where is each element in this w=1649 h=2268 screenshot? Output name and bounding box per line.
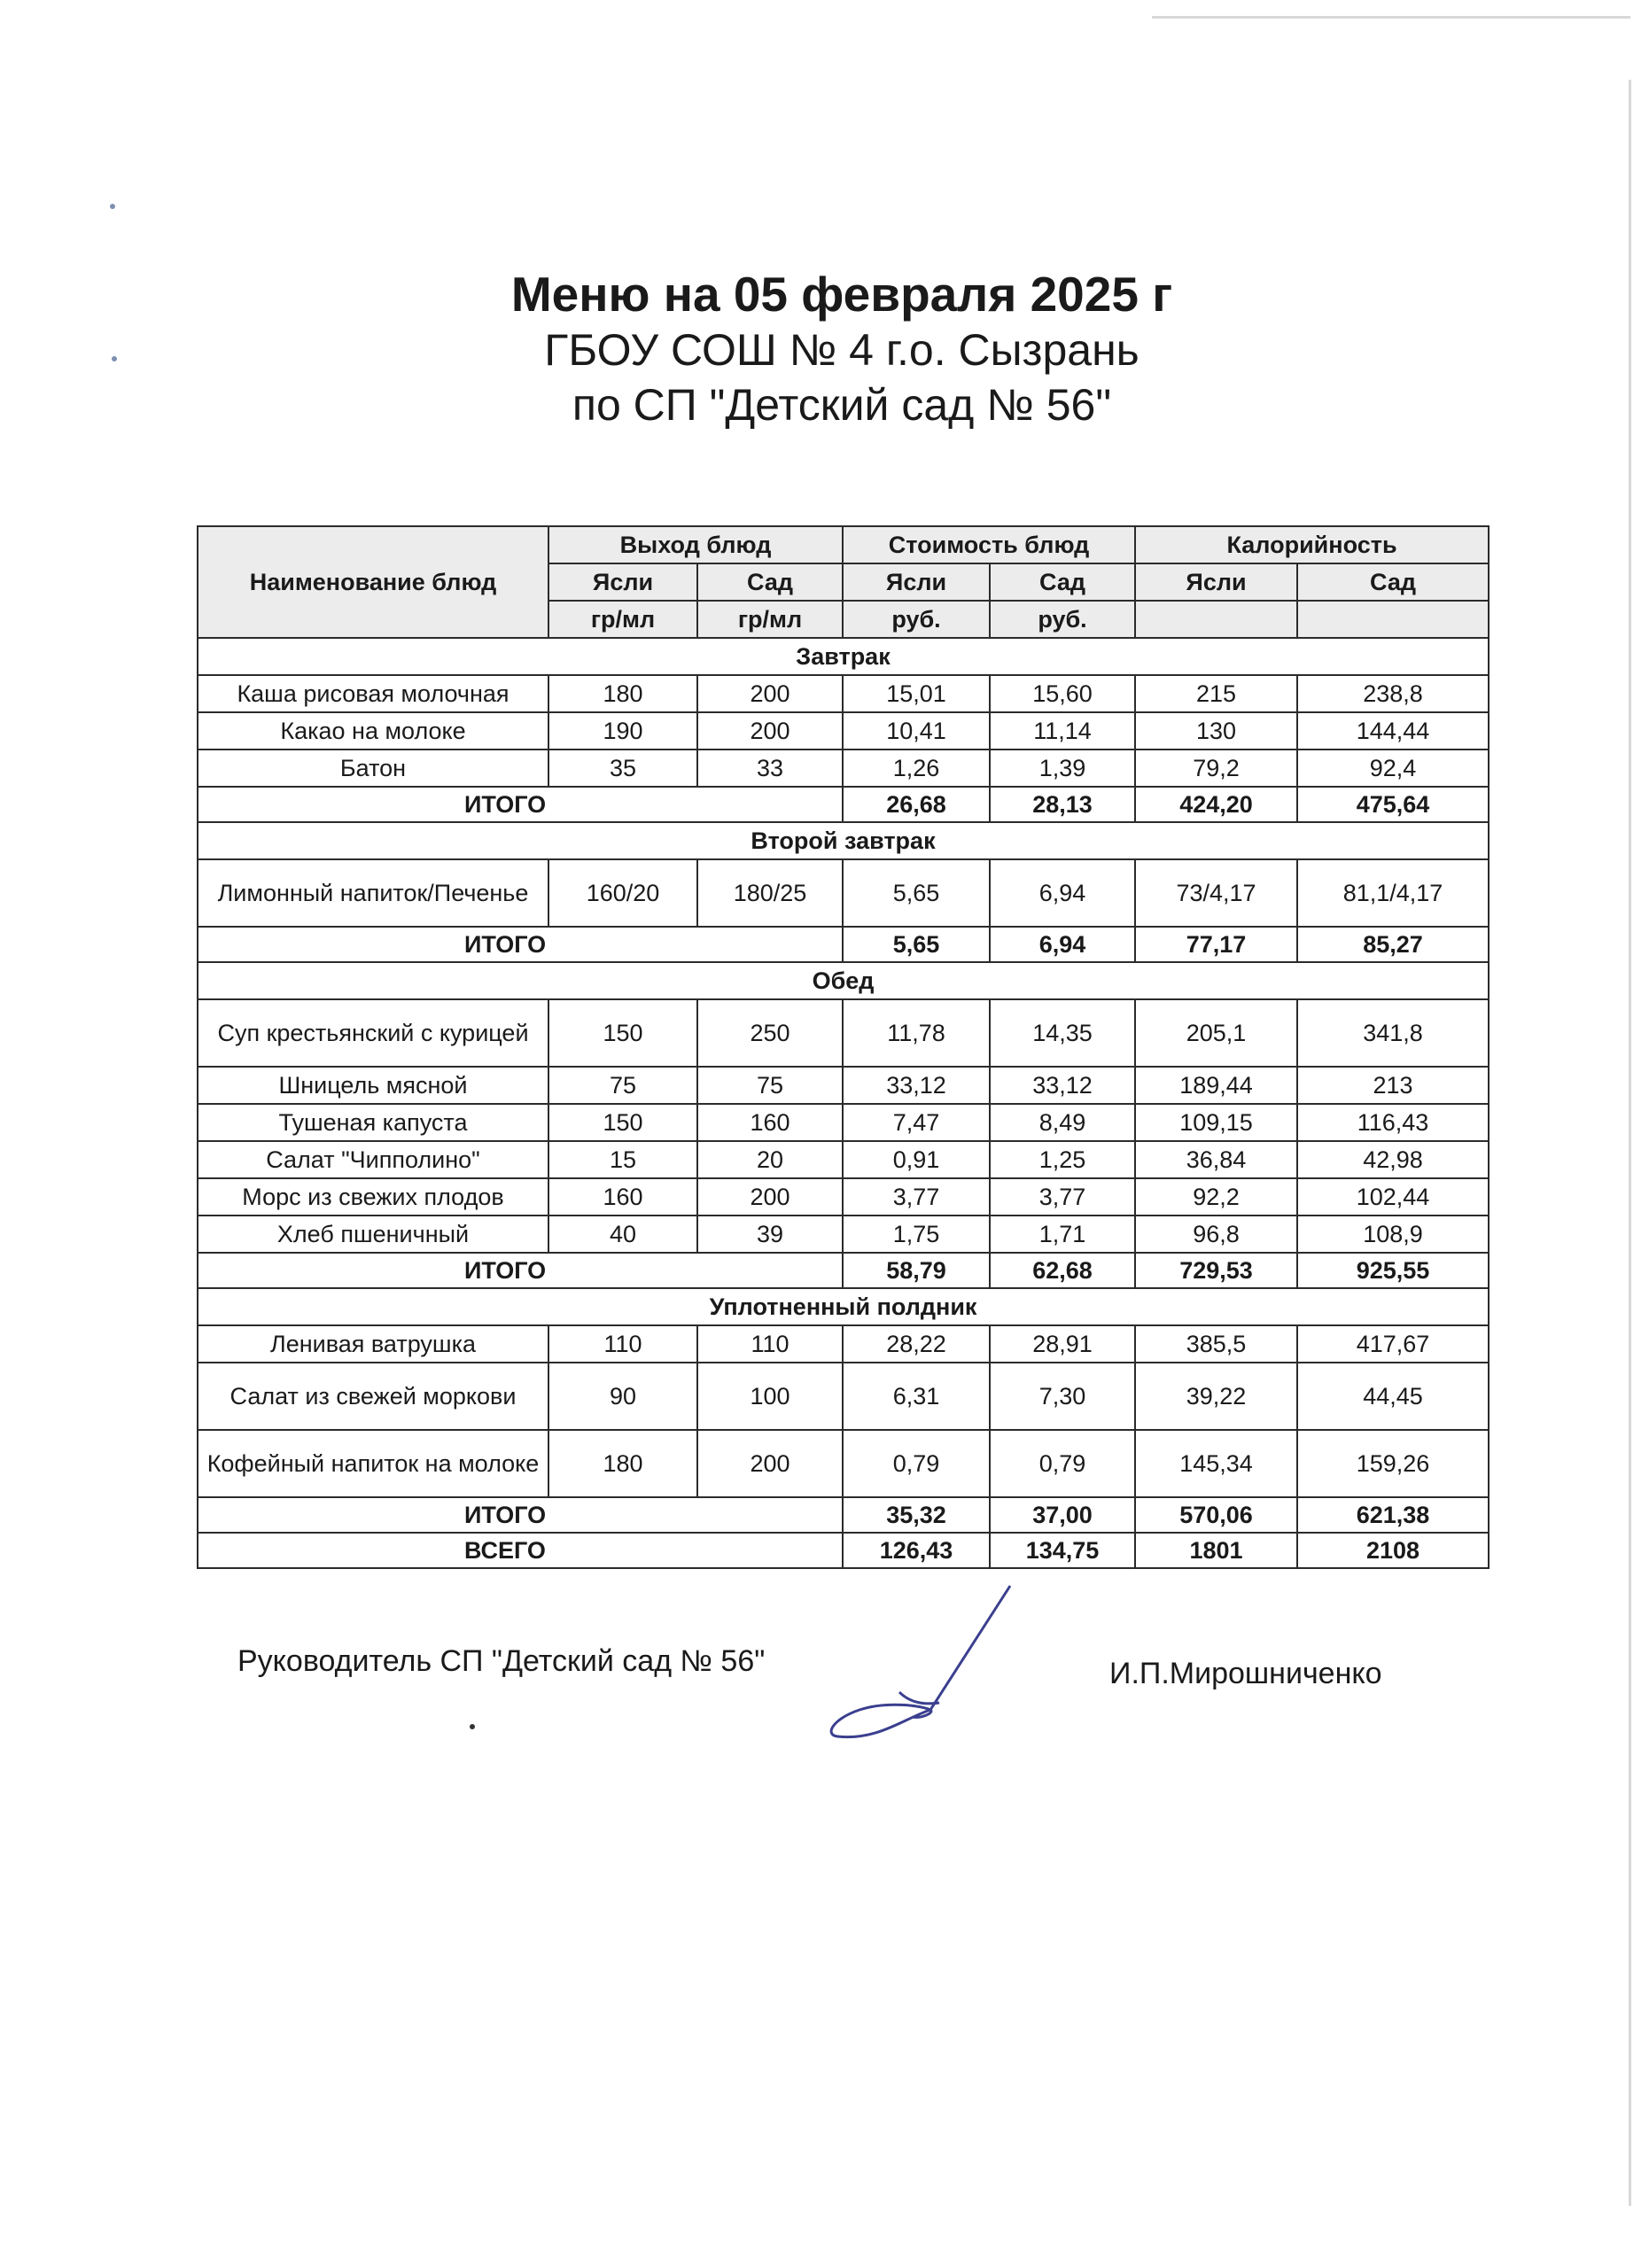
unit-cost-sad: руб. — [990, 601, 1135, 638]
calories-sad: 92,4 — [1297, 750, 1489, 787]
section-total-row — [198, 1253, 1489, 1288]
calories-yasli: 109,15 — [1135, 1104, 1297, 1141]
yield-sad: 20 — [697, 1141, 843, 1178]
yield-yasli: 190 — [548, 712, 697, 750]
dish-name: Салат из свежей моркови — [198, 1363, 548, 1430]
sub-header-cost-yasli: Ясли — [843, 563, 990, 601]
yield-yasli: 160/20 — [548, 859, 697, 927]
dish-row — [198, 750, 1489, 787]
section-title: Завтрак — [198, 638, 1489, 675]
calories-yasli: 92,2 — [1135, 1178, 1297, 1216]
calories-yasli: 215 — [1135, 675, 1297, 712]
yield-sad: 33 — [697, 750, 843, 787]
scan-speck — [112, 356, 117, 361]
dish-name: Шницель мясной — [198, 1067, 548, 1104]
dish-row — [198, 675, 1489, 712]
calories-sad: 417,67 — [1297, 1325, 1489, 1363]
grand-total-cost-yasli: 126,43 — [843, 1533, 990, 1568]
sub-header-yield-sad: Сад — [697, 563, 843, 601]
cost-yasli: 0,91 — [843, 1141, 990, 1178]
yield-yasli: 110 — [548, 1325, 697, 1363]
cost-sad: 7,30 — [990, 1363, 1135, 1430]
cost-sad: 1,25 — [990, 1141, 1135, 1178]
yield-yasli: 180 — [548, 1430, 697, 1497]
calories-yasli: 73/4,17 — [1135, 859, 1297, 927]
cost-yasli: 5,65 — [843, 859, 990, 927]
dish-row — [198, 859, 1489, 927]
dish-row — [198, 1216, 1489, 1253]
dish-row — [198, 1430, 1489, 1497]
cost-yasli: 0,79 — [843, 1430, 990, 1497]
cost-sad: 28,91 — [990, 1325, 1135, 1363]
section-title: Уплотненный полдник — [198, 1288, 1489, 1325]
total-calories-sad: 925,55 — [1297, 1253, 1489, 1288]
dish-name: Тушеная капуста — [198, 1104, 548, 1141]
dish-row — [198, 1178, 1489, 1216]
total-calories-yasli: 570,06 — [1135, 1497, 1297, 1533]
cost-yasli: 7,47 — [843, 1104, 990, 1141]
total-calories-yasli: 729,53 — [1135, 1253, 1297, 1288]
dish-name: Морс из свежих плодов — [198, 1178, 548, 1216]
grand-total-label: ВСЕГО — [198, 1533, 843, 1568]
total-label: ИТОГО — [198, 1497, 843, 1533]
section-total-row — [198, 927, 1489, 962]
yield-yasli: 90 — [548, 1363, 697, 1430]
yield-yasli: 160 — [548, 1178, 697, 1216]
dish-name: Хлеб пшеничный — [198, 1216, 548, 1253]
sub-header-cost-sad: Сад — [990, 563, 1135, 601]
calories-yasli: 385,5 — [1135, 1325, 1297, 1363]
dish-row — [198, 1067, 1489, 1104]
cost-yasli: 15,01 — [843, 675, 990, 712]
calories-yasli: 189,44 — [1135, 1067, 1297, 1104]
cost-sad: 33,12 — [990, 1067, 1135, 1104]
cost-sad: 8,49 — [990, 1104, 1135, 1141]
yield-sad: 200 — [697, 1178, 843, 1216]
total-label: ИТОГО — [198, 1253, 843, 1288]
total-cost-yasli: 35,32 — [843, 1497, 990, 1533]
section-header-row — [198, 822, 1489, 859]
calories-yasli: 96,8 — [1135, 1216, 1297, 1253]
yield-yasli: 150 — [548, 1104, 697, 1141]
unit-cal-sad — [1297, 601, 1489, 638]
calories-sad: 42,98 — [1297, 1141, 1489, 1178]
cost-sad: 3,77 — [990, 1178, 1135, 1216]
unit-yield-sad: гр/мл — [697, 601, 843, 638]
col-group-cost: Стоимость блюд — [843, 526, 1135, 563]
section-total-row — [198, 787, 1489, 822]
yield-sad: 110 — [697, 1325, 843, 1363]
col-group-calories: Калорийность — [1135, 526, 1489, 563]
dish-name: Какао на молоке — [198, 712, 548, 750]
yield-sad: 160 — [697, 1104, 843, 1141]
yield-sad: 39 — [697, 1216, 843, 1253]
section-header-row — [198, 962, 1489, 999]
section-header-row — [198, 1288, 1489, 1325]
total-cost-yasli: 58,79 — [843, 1253, 990, 1288]
calories-yasli: 130 — [1135, 712, 1297, 750]
yield-sad: 100 — [697, 1363, 843, 1430]
document-header — [266, 266, 1418, 432]
yield-sad: 75 — [697, 1067, 843, 1104]
section-header-row — [198, 638, 1489, 675]
calories-yasli: 205,1 — [1135, 999, 1297, 1067]
calories-sad: 213 — [1297, 1067, 1489, 1104]
total-cost-yasli: 26,68 — [843, 787, 990, 822]
dish-name: Каша рисовая молочная — [198, 675, 548, 712]
grand-total-cost-sad: 134,75 — [990, 1533, 1135, 1568]
total-cost-sad: 62,68 — [990, 1253, 1135, 1288]
scan-speck — [470, 1724, 475, 1729]
calories-sad: 238,8 — [1297, 675, 1489, 712]
dish-name: Суп крестьянский с курицей — [198, 999, 548, 1067]
unit-cal-yasli — [1135, 601, 1297, 638]
cost-yasli: 11,78 — [843, 999, 990, 1067]
total-calories-yasli: 77,17 — [1135, 927, 1297, 962]
header-row-groups — [198, 526, 1489, 563]
cost-sad: 1,71 — [990, 1216, 1135, 1253]
cost-yasli: 10,41 — [843, 712, 990, 750]
yield-sad: 200 — [697, 675, 843, 712]
yield-yasli: 180 — [548, 675, 697, 712]
yield-sad: 200 — [697, 712, 843, 750]
signer-role: Руководитель СП "Детский сад № 56" — [237, 1644, 766, 1678]
calories-sad: 341,8 — [1297, 999, 1489, 1067]
dish-name: Салат "Чипполино" — [198, 1141, 548, 1178]
total-cost-yasli: 5,65 — [843, 927, 990, 962]
calories-yasli: 79,2 — [1135, 750, 1297, 787]
dish-row — [198, 1104, 1489, 1141]
calories-sad: 102,44 — [1297, 1178, 1489, 1216]
total-label: ИТОГО — [198, 927, 843, 962]
scan-edge-top — [1152, 16, 1630, 19]
total-label: ИТОГО — [198, 787, 843, 822]
grand-total-calories-sad: 2108 — [1297, 1533, 1489, 1568]
cost-sad: 0,79 — [990, 1430, 1135, 1497]
calories-yasli: 36,84 — [1135, 1141, 1297, 1178]
calories-sad: 144,44 — [1297, 712, 1489, 750]
dish-name: Кофейный напиток на молоке — [198, 1430, 548, 1497]
menu-table — [197, 525, 1490, 1569]
cost-sad: 14,35 — [990, 999, 1135, 1067]
section-title: Второй завтрак — [198, 822, 1489, 859]
signature-icon — [824, 1577, 1028, 1745]
calories-sad: 81,1/4,17 — [1297, 859, 1489, 927]
dish-row — [198, 1325, 1489, 1363]
calories-yasli: 39,22 — [1135, 1363, 1297, 1430]
cost-yasli: 3,77 — [843, 1178, 990, 1216]
calories-yasli: 145,34 — [1135, 1430, 1297, 1497]
yield-sad: 200 — [697, 1430, 843, 1497]
yield-yasli: 150 — [548, 999, 697, 1067]
dish-name: Лимонный напиток/Печенье — [198, 859, 548, 927]
total-cost-sad: 6,94 — [990, 927, 1135, 962]
col-header-name: Наименование блюд — [198, 526, 548, 638]
yield-sad: 180/25 — [697, 859, 843, 927]
dish-row — [198, 712, 1489, 750]
total-cost-sad: 28,13 — [990, 787, 1135, 822]
calories-sad: 116,43 — [1297, 1104, 1489, 1141]
cost-sad: 15,60 — [990, 675, 1135, 712]
cost-yasli: 6,31 — [843, 1363, 990, 1430]
unit-yield-yasli: гр/мл — [548, 601, 697, 638]
signer-name: И.П.Мирошниченко — [1109, 1657, 1382, 1690]
dish-row — [198, 999, 1489, 1067]
scan-edge-right — [1629, 80, 1631, 2206]
sub-header-cal-sad: Сад — [1297, 563, 1489, 601]
dish-row — [198, 1363, 1489, 1430]
cost-sad: 6,94 — [990, 859, 1135, 927]
calories-sad: 159,26 — [1297, 1430, 1489, 1497]
unit-cost-yasli: руб. — [843, 601, 990, 638]
grand-total-row — [198, 1533, 1489, 1568]
kindergarten-name: по СП "Детский сад № 56" — [572, 380, 1112, 430]
calories-sad: 108,9 — [1297, 1216, 1489, 1253]
calories-sad: 44,45 — [1297, 1363, 1489, 1430]
cost-yasli: 28,22 — [843, 1325, 990, 1363]
yield-yasli: 15 — [548, 1141, 697, 1178]
dish-name: Батон — [198, 750, 548, 787]
yield-yasli: 35 — [548, 750, 697, 787]
dish-name: Ленивая ватрушка — [198, 1325, 548, 1363]
col-group-yield: Выход блюд — [548, 526, 843, 563]
yield-sad: 250 — [697, 999, 843, 1067]
yield-yasli: 75 — [548, 1067, 697, 1104]
cost-yasli: 1,26 — [843, 750, 990, 787]
total-calories-sad: 475,64 — [1297, 787, 1489, 822]
total-calories-sad: 85,27 — [1297, 927, 1489, 962]
sub-header-yield-yasli: Ясли — [548, 563, 697, 601]
total-cost-sad: 37,00 — [990, 1497, 1135, 1533]
menu-title: Меню на 05 февраля 2025 г — [510, 267, 1173, 322]
sub-header-cal-yasli: Ясли — [1135, 563, 1297, 601]
total-calories-sad: 621,38 — [1297, 1497, 1489, 1533]
cost-sad: 1,39 — [990, 750, 1135, 787]
school-name: ГБОУ СОШ № 4 г.о. Сызрань — [544, 325, 1140, 375]
cost-yasli: 1,75 — [843, 1216, 990, 1253]
scan-speck — [110, 204, 115, 209]
cost-yasli: 33,12 — [843, 1067, 990, 1104]
dish-row — [198, 1141, 1489, 1178]
grand-total-calories-yasli: 1801 — [1135, 1533, 1297, 1568]
cost-sad: 11,14 — [990, 712, 1135, 750]
section-total-row — [198, 1497, 1489, 1533]
total-calories-yasli: 424,20 — [1135, 787, 1297, 822]
yield-yasli: 40 — [548, 1216, 697, 1253]
section-title: Обед — [198, 962, 1489, 999]
